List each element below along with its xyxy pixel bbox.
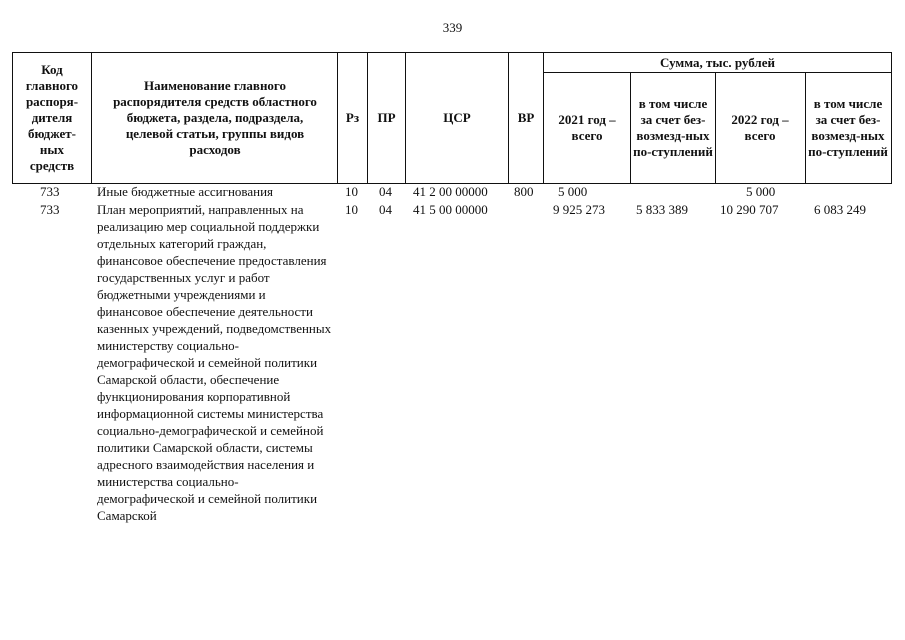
page-number: 339 [442, 20, 463, 35]
row2-2022-incl: 6 083 249 [814, 202, 866, 217]
header-sum: Сумма, тыс. рублей [660, 54, 775, 70]
col-border-right [891, 52, 892, 183]
header-2022-incl: в том числе за счет без-возмезд-ных по-ступлений [808, 96, 888, 159]
header-name: Наименование главного распорядителя средств областного бюджета, раздела, подраздела, целевой статьи, группы видов расходов [113, 78, 317, 157]
row1-2021: 5 000 [558, 184, 588, 199]
row2-csr: 41 5 00 00000 [413, 202, 488, 217]
header-2021: 2021 год – всего [558, 112, 616, 143]
row1-code: 733 [40, 184, 60, 199]
row2-name: План мероприятий, направленных на реализацию мер социальной поддержки отдельных категорий граждан, финансовое обеспечение предоставления государственных услуг и работ бюджетными учреждениями и финансовое обеспечение деятельности казенных учреждений, подведомственных министерству социально-демографической и семейной политики Самарской области, обеспечение функционирования корпоративной информационной системы министерства социально-демографической и семейной политики Самарской области, системы адресного взаимодействия населения и министерства социально-демографической и семейной политики Самарской [97, 202, 332, 523]
row2-pr: 04 [379, 202, 392, 217]
col-border-2021-incl [715, 72, 716, 183]
row1-rz: 10 [345, 184, 358, 199]
header-vr: ВР [517, 110, 535, 125]
row2-rz: 10 [345, 202, 358, 217]
header-2022: 2022 год – всего [731, 112, 789, 143]
col-border-2022 [805, 72, 806, 183]
col-border-code [91, 52, 92, 183]
row2-2022: 10 290 707 [720, 202, 779, 217]
row1-pr: 04 [379, 184, 392, 199]
row2-2021-incl: 5 833 389 [636, 202, 688, 217]
row1-csr: 41 2 00 00000 [413, 184, 488, 199]
row2-2021: 9 925 273 [553, 202, 605, 217]
header-pr: ПР [377, 110, 396, 125]
col-border-left [12, 52, 13, 183]
header-code: Код главного распоря-дителя бюджет-ных средств [25, 62, 79, 173]
row1-2022: 5 000 [746, 184, 776, 199]
row1-vr: 800 [514, 184, 534, 199]
row2-code: 733 [40, 202, 60, 217]
row1-name: Иные бюджетные ассигнования [97, 184, 274, 199]
header-csr: ЦСР [443, 110, 471, 125]
header-2021-incl: в том числе за счет без-возмезд-ных по-ступлений [633, 96, 713, 159]
col-border-2021 [630, 72, 631, 183]
header-rz: Рз [345, 110, 360, 125]
